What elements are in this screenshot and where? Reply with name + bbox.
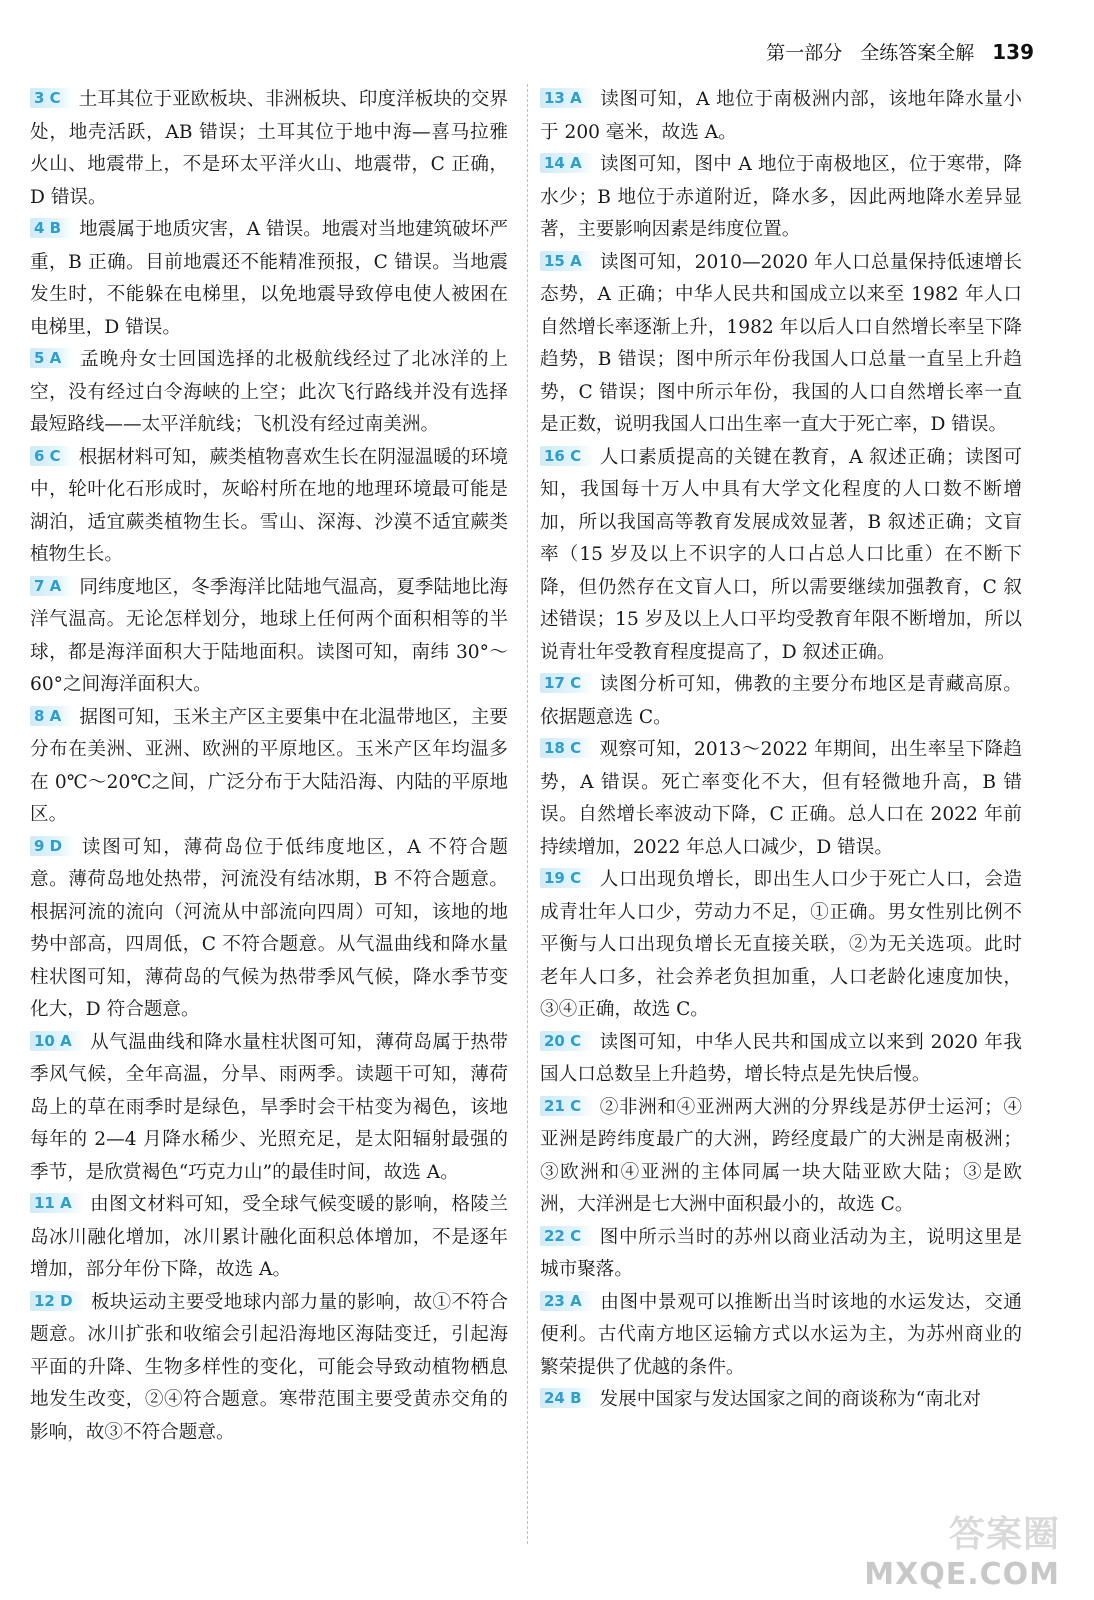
answer-item [540,1384,1022,1417]
column-divider [527,84,528,1544]
answer-number-badge: 20 C [540,1031,593,1051]
answer-item [30,84,508,214]
answer-number-badge: 15 A [540,251,594,271]
answer-number-badge: 4 B [30,218,73,238]
answer-item [30,442,508,572]
answer-explanation: 读图可知，薄荷岛位于低纬度地区，A 不符合题意。薄荷岛地处热带，河流没有结冰期，B 不符合题意。根据河流的流向（河流从中部流向四周）可知，该地的地势中部高，四周低，C 不符合题意。从气温曲线和降水量柱状图可知，薄荷岛的气候为热带季风气候，降水季节变化大，D 符合题意。 [30,836,508,1020]
answer-explanation: 观察可知，2013～2022 年期间，出生率呈下降趋势，A 错误。死亡率变化不大，但有轻微地升高，B 错误。自然增长率波动下降，C 正确。总人口在 2022 年前持续增加，2022 年总人口减少，D 错误。 [540,739,1022,858]
answer-item [540,669,1022,734]
answer-explanation: 孟晚舟女士回国选择的北极航线经过了北冰洋的上空，没有经过白令海峡的上空；此次飞行路线并没有选择最短路线——太平洋航线；飞机没有经过南美洲。 [30,349,508,435]
answer-item [540,1092,1022,1222]
watermark-logo: 答案圈 [948,1514,1060,1555]
answer-explanation: 读图可知，A 地位于南极洲内部，该地年降水量小于 200 毫米，故选 A。 [540,89,1022,143]
answer-item [540,864,1022,1027]
answer-number-badge: 5 A [30,348,73,368]
answer-explanation: 根据材料可知，蕨类植物喜欢生长在阴湿温暖的环境中，轮叶化石形成时，灰峪村所在地的地理环境最可能是湖泊，适宜蕨类植物生长。雪山、深海、沙漠不适宜蕨类植物生长。 [30,446,508,565]
answer-explanation: 读图可知，中华人民共和国成立以来到 2020 年我国人口总数呈上升趋势，增长特点是先快后慢。 [540,1031,1022,1085]
answer-number-badge: 11 A [30,1193,84,1213]
answer-item [30,572,508,702]
answer-number-badge: 13 A [540,88,594,108]
answer-number-badge: 12 D [30,1291,85,1311]
page-number: 139 [992,40,1034,64]
answer-explanation: 板块运动主要受地球内部力量的影响，故①不符合题意。冰川扩张和收缩会引起沿海地区海陆变迁，引起海平面的升降、生物多样性的变化，可能会导致动植物栖息地发生改变，②④符合题意。寒带范围主要受黄赤交角的影响，故③不符合题意。 [30,1291,508,1443]
answer-number-badge: 17 C [540,673,593,693]
answer-number-badge: 3 C [30,88,73,108]
answer-item [30,1027,508,1190]
answer-item [540,1287,1022,1385]
answer-item [540,1222,1022,1287]
answer-item [30,702,508,832]
answer-number-badge: 16 C [540,446,593,466]
answer-explanation: 据图可知，玉米主产区主要集中在北温带地区，主要分布在美洲、亚洲、欧洲的平原地区。玉米产区年均温多在 0℃～20℃之间，广泛分布于大陆沿海、内陆的平原地区。 [30,706,508,825]
answer-explanation: 由图文材料可知，受全球气候变暖的影响，格陵兰岛冰川融化增加，冰川累计融化面积总体增加，不是逐年增加，部分年份下降，故选 A。 [30,1194,508,1280]
answer-explanation: 由图中景观可以推断出当时该地的水运发达，交通便利。古代南方地区运输方式以水运为主，为苏州商业的繁荣提供了优越的条件。 [540,1291,1022,1378]
answer-explanation: 从气温曲线和降水量柱状图可知，薄荷岛属于热带季风气候，全年高温，分旱、雨两季。读题干可知，薄荷岛上的草在雨季时是绿色，旱季时会干枯变为褐色，该地每年的 2—4 月降水稀少、光照充足，是太阳辐射最强的季节，是欣赏褐色“巧克力山”的最佳时间，故选 A。 [30,1031,508,1183]
answer-number-badge: 18 C [540,738,593,758]
answer-explanation: 土耳其位于亚欧板块、非洲板块、印度洋板块的交界处，地壳活跃，AB 错误；土耳其位于地中海—喜马拉雅火山、地震带上，不是环太平洋火山、地震带，C 正确，D 错误。 [30,89,508,208]
answer-number-badge: 24 B [540,1388,594,1408]
answer-number-badge: 8 A [30,706,73,726]
answer-explanation: 图中所示当时的苏州以商业活动为主，说明这里是城市聚落。 [540,1226,1022,1280]
answer-explanation: ②非洲和④亚洲两大洲的分界线是苏伊士运河；④亚洲是跨纬度最广的大洲，跨经度最广的大洲是南极洲；③欧洲和④亚洲的主体同属一块大陆亚欧大陆；③是欧洲，大洋洲是七大洲中面积最小的，故选 C。 [540,1096,1022,1215]
section-title: 第一部分 [766,42,843,64]
answer-item [30,1287,508,1450]
answer-number-badge: 19 C [540,868,593,888]
answer-number-badge: 7 A [30,576,73,596]
answer-number-badge: 21 C [540,1096,593,1116]
left-column [30,84,508,1449]
answer-explanation: 人口素质提高的关键在教育，A 叙述正确；读图可知，我国每十万人中具有大学文化程度的人口数不断增加，所以我国高等教育发展成效显著，B 叙述正确；文盲率（15 岁及以上不识字的人口占总人口比重）在不断下降，但仍然存在文盲人口，所以需要继续加强教育，C 叙述错误；15 岁及以上人口平均受教育年限不断增加，所以说青壮年受教育程度提高了，D 叙述正确。 [540,446,1022,663]
answer-item [30,344,508,442]
answer-explanation: 人口出现负增长，即出生人口少于死亡人口，会造成青壮年人口少，劳动力不足，①正确。男女性别比例不平衡与人口出现负增长无直接关联，②为无关选项。此时老年人口多，社会养老负担加重，人口老龄化速度加快，③④正确，故选 C。 [540,869,1022,1020]
watermark [864,1506,1060,1592]
answer-number-badge: 6 C [30,446,73,466]
answer-number-badge: 9 D [30,836,74,856]
answer-item [540,149,1022,247]
answer-item [540,84,1022,149]
answer-item [540,247,1022,442]
answer-explanation: 同纬度地区，冬季海洋比陆地气温高，夏季陆地比海洋气温高。无论怎样划分，地球上任何两个面积相等的半球，都是海洋面积大于陆地面积。读图可知，南纬 30°～60°之间海洋面积大。 [30,576,508,695]
answer-item [30,1189,508,1287]
answer-number-badge: 14 A [540,153,594,173]
answer-explanation: 发展中国家与发达国家之间的商谈称为“南北对 [599,1389,981,1410]
answer-explanation: 读图分析可知，佛教的主要分布地区是青藏高原。依据题意选 C。 [540,674,1022,728]
watermark-site: MXQE.COM [864,1557,1060,1592]
answer-number-badge: 10 A [30,1031,84,1051]
answer-item [540,442,1022,670]
answer-number-badge: 23 A [540,1291,594,1311]
answer-item [30,214,508,344]
answer-explanation: 地震属于地质灾害，A 错误。地震对当地建筑破坏严重，B 正确。目前地震还不能精准预报，C 错误。当地震发生时，不能躲在电梯里，以免地震导致停电使人被困在电梯里，D 错误。 [30,219,508,338]
right-column [540,84,1022,1417]
answer-item [540,1027,1022,1092]
answer-item [540,734,1022,864]
section-subtitle: 全练答案全解 [860,42,975,64]
answer-explanation: 读图可知，2010—2020 年人口总量保持低速增长态势，A 正确；中华人民共和国成立以来至 1982 年人口自然增长率逐渐上升，1982 年以后人口自然增长率呈下降趋势，B 错误；图中所示年份我国人口总量一直呈上升趋势，C 错误；图中所示年份，我国的人口自然增长率一直是正数，说明我国人口出生率一直大于死亡率，D 错误。 [540,251,1022,435]
answer-number-badge: 22 C [540,1226,593,1246]
answer-item [30,832,508,1027]
page-header [766,38,1034,65]
answer-explanation: 读图可知，图中 A 地位于南极地区，位于寒带，降水少；B 地位于赤道附近，降水多，因此两地降水差异显著，主要影响因素是纬度位置。 [540,154,1022,240]
